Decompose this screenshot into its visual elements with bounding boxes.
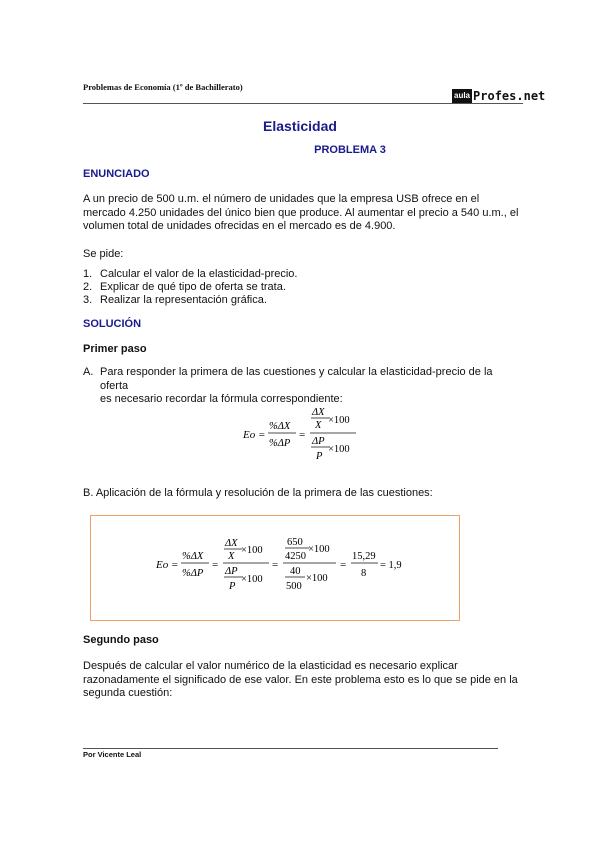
calc-4250: 4250 [285,551,306,562]
formula-den-pct: %ΔP [269,438,291,449]
primer-paso-heading: Primer paso [83,343,147,355]
se-pide: Se pide: [83,248,124,260]
calc-650: 650 [287,537,303,548]
elasticity-formula [240,402,370,464]
footer-author: Por Vicente Leal [83,750,142,759]
elasticity-calculation [150,530,410,600]
header-divider [83,103,523,104]
logo-box: aula [452,89,472,103]
calc-1529: 15,29 [352,551,376,562]
enunciado-line: volumen total de unidades ofrecidas en el mercado es de 4.900. [83,220,396,232]
calc-equals: = [212,559,219,571]
enunciado-line: A un precio de 500 u.m. el número de unidades que la empresa USB ofrece en el [83,193,480,205]
formula-num-pct: %ΔX [269,421,291,432]
calc-times100: ×100 [241,574,263,585]
segundo-paso-text [83,660,523,701]
formula-dx: ΔX [312,407,325,418]
paso-a-line: es necesario recordar la fórmula correspondiente: [100,393,343,405]
solucion-heading: SOLUCIÓN [83,318,142,330]
formula-x: X [315,420,322,431]
enunciado-heading: ENUNCIADO [83,168,150,180]
calc-8: 8 [361,568,367,579]
calc-equals: = [272,559,279,571]
calc-den-pct: %ΔP [182,568,204,579]
calc-times100: ×100 [308,544,330,555]
paso-b-text: B. Aplicación de la fórmula y resolución de la primera de las cuestiones: [83,487,433,499]
list-item: 2. Explicar de qué tipo de oferta se trata. [83,281,286,293]
list-item: 1. Calcular el valor de la elasticidad-precio. [83,268,298,280]
profes-net-logo [452,87,546,103]
calc-equals: = [340,559,347,571]
calc-p: P [229,581,236,592]
paso-a-line: Para responder la primera de las cuestiones y calcular la elasticidad-precio de la oferta [100,366,493,392]
calc-dx: ΔX [225,538,238,549]
list-item: 3. Realizar la representación gráfica. [83,294,267,306]
formula-times100: ×100 [328,415,350,426]
formula-dp: ΔP [312,436,325,447]
calc-result: = 1,9 [380,560,402,571]
calc-times100: ×100 [306,573,328,584]
calc-40: 40 [290,566,301,577]
paso-a [83,366,523,407]
calc-lhs: Eo = [156,559,179,571]
segundo-line: razonadamente el significado de ese valor. En este problema esto es lo que se pide en la [83,673,518,686]
problem-number: PROBLEMA 3 [314,144,386,156]
calc-x: X [228,551,235,562]
logo-text: Profes.net [473,89,546,103]
enunciado-line: mercado 4.250 unidades del único bien que produce. Al aumentar el precio a 540 u.m., el [83,206,519,219]
enunciado-text [83,193,523,234]
paso-a-label: A. [83,366,94,378]
formula-p: P [316,451,323,462]
formula-lhs: Eo = [243,429,266,441]
footer-divider [83,748,498,749]
formula-equals: = [299,429,306,441]
segundo-line: segunda cuestión: [83,687,173,699]
formula-times100: ×100 [328,444,350,455]
header-title: Problemas de Economía (1º de Bachillerato) [83,82,243,92]
calc-500: 500 [286,581,302,592]
segundo-line: Después de calcular el valor numérico de la elasticidad es necesario explicar [83,660,458,672]
calc-dp: ΔP [225,566,238,577]
calc-num-pct: %ΔX [182,551,204,562]
segundo-paso-heading: Segundo paso [83,634,159,646]
calc-times100: ×100 [241,545,263,556]
page-title: Elasticidad [263,118,337,134]
